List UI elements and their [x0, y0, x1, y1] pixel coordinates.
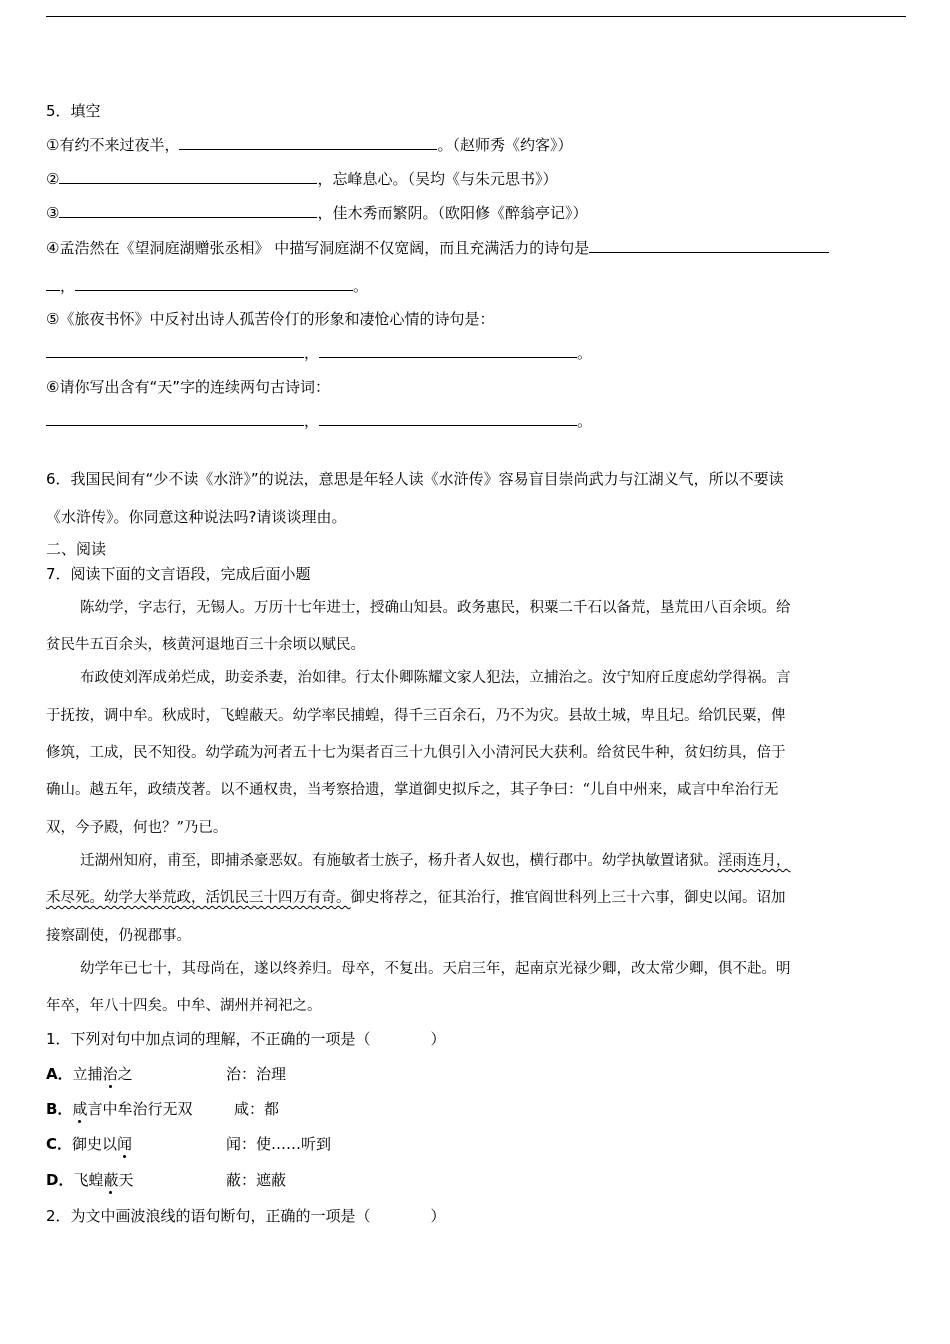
passage-line	[80, 851, 791, 871]
option-text: 立捕	[72, 1065, 103, 1083]
passage-line: 接察副使，仍视郡事。	[46, 928, 191, 944]
option-b[interactable]	[46, 1099, 192, 1119]
q5-line-5-answers	[46, 343, 592, 363]
option-d-gloss: 蔽：遮蔽	[226, 1171, 287, 1189]
option-c[interactable]	[46, 1134, 132, 1154]
passage-line: 布政使刘浑成弟烂成，助妾杀妻，治如律。行太仆卿陈耀文家人犯法，立捕治之。汝宁知府丘度虑幼学得祸。言	[80, 670, 791, 686]
passage-line	[46, 888, 786, 908]
q7-title: 7．阅读下面的文言语段，完成后面小题	[46, 565, 311, 583]
answer-blank[interactable]	[319, 343, 577, 358]
answer-blank[interactable]	[46, 411, 304, 426]
period: 。	[353, 277, 369, 295]
subq1-stem: 1．下列对句中加点词的理解，不正确的一项是（ ）	[46, 1030, 446, 1048]
q5-line-2	[46, 169, 557, 189]
dotted-word: 治	[102, 1065, 118, 1083]
q6-line-2: 《水浒传》。你同意这种说法吗?请谈谈理由。	[46, 508, 347, 526]
option-text: 之	[117, 1065, 133, 1083]
header-rule	[46, 16, 906, 17]
passage-line: 修筑，工成，民不知役。幼学疏为河者五十七为渠者百三十九俱引入小清河民大获利。给贫民牛种，贫妇纺具，倍于	[46, 745, 786, 761]
answer-blank[interactable]	[46, 276, 60, 291]
q5-line-3	[46, 203, 587, 223]
q5-title: 5．填空	[46, 102, 101, 120]
passage-line: 确山。越五年，政绩茂著。以不通权贵，当考察拾遗，掌道御史拟斥之，其子争曰：“儿自中州来，咸言中牟治行无	[46, 782, 779, 798]
dotted-word: 闻	[117, 1135, 133, 1153]
comma: ，	[304, 344, 320, 362]
comma: ，	[304, 412, 320, 430]
dotted-word: 蔽	[103, 1171, 119, 1189]
q5-line-1-text: ①有约不来过夜半，	[46, 136, 180, 154]
q5-line-2-source: ，忘峰息心。（吴均《与朱元思书》）	[317, 170, 558, 188]
option-letter: A．	[46, 1065, 73, 1083]
comma: ，	[60, 277, 76, 295]
answer-blank[interactable]	[75, 276, 353, 291]
dotted-word: 咸	[72, 1100, 88, 1118]
option-text: 飞蝗	[73, 1171, 104, 1189]
q5-line-1	[46, 135, 572, 155]
passage-line: 于抚按，调中牟。秋成时，飞蝗蔽天。幼学率民捕蝗，得千三百余石，乃不为灾。县故土城，卑且圮。给饥民粟，俾	[46, 708, 786, 724]
answer-blank[interactable]	[46, 343, 304, 358]
answer-blank[interactable]	[59, 169, 317, 184]
q5-line-6: ⑥请你写出含有“天”字的连续两句古诗词：	[46, 378, 330, 396]
period: 。	[577, 344, 593, 362]
passage-line: 年卒，年八十四矣。中牟、湖州并祠祀之。	[46, 998, 322, 1014]
section-heading: 二、阅读	[46, 540, 107, 558]
q5-line-4-cont	[46, 276, 368, 296]
option-d[interactable]	[46, 1170, 134, 1190]
passage-line: 双，今予殿，何也？”乃已。	[46, 820, 228, 836]
q5-line-3-text: ③	[46, 204, 60, 222]
q6-line-1: 6．我国民间有“少不读《水浒》”的说法，意思是年轻人读《水浒传》容易盲目崇尚武力与江湖义气，所以不要读	[46, 470, 784, 488]
wavy-underlined-text: 淫雨连月，	[718, 853, 791, 869]
option-c-gloss: 闻：使……听到	[226, 1135, 332, 1153]
passage-line: 幼学年已七十，其母尚在，遂以终养归。母卒，不复出。天启三年，起南京光禄少卿，改太常少卿，俱不赴。明	[80, 961, 791, 977]
option-a[interactable]	[46, 1064, 133, 1084]
answer-blank[interactable]	[59, 203, 317, 218]
option-text: 天	[118, 1171, 134, 1189]
option-text: 御史以	[72, 1135, 118, 1153]
option-letter: C．	[46, 1135, 73, 1153]
q5-line-4-text: ④孟浩然在《望洞庭湖赠张丞相》 中描写洞庭湖不仅宽阔，而且充满活力的诗句是	[46, 239, 590, 257]
q5-line-6-answers	[46, 411, 592, 431]
passage-text: 迁湖州知府，甫至，即捕杀豪恶奴。有施敏者士族子，杨升者人奴也，横行郡中。幼学执敏置诸狱。	[80, 853, 718, 869]
q5-line-4	[46, 238, 829, 258]
q5-line-1-source: 。（赵师秀《约客》）	[437, 136, 573, 154]
q5-line-3-source: ，佳木秀而繁阴。（欧阳修《醉翁亭记》）	[317, 204, 588, 222]
answer-blank[interactable]	[179, 135, 437, 150]
period: 。	[577, 412, 593, 430]
q5-line-5: ⑤《旅夜书怀》中反衬出诗人孤苦伶仃的形象和凄怆心情的诗句是：	[46, 310, 495, 328]
wavy-underlined-text: 禾尽死。幼学大举荒政，活饥民三十四万有奇。	[46, 890, 351, 906]
option-letter: B．	[46, 1100, 73, 1118]
answer-blank[interactable]	[319, 411, 577, 426]
passage-text: 御史将荐之，征其治行，推官阎世科列上三十六事，御史以闻。诏加	[350, 890, 786, 906]
option-a-gloss: 治：治理	[226, 1065, 287, 1083]
option-b-gloss: 咸：都	[234, 1100, 280, 1118]
option-letter: D．	[46, 1171, 74, 1189]
subq2-stem: 2．为文中画波浪线的语句断句，正确的一项是（ ）	[46, 1207, 446, 1225]
q5-line-2-text: ②	[46, 170, 60, 188]
option-text: 言中牟治行无双	[87, 1100, 193, 1118]
passage-line: 贫民牛五百余头，核黄河退地百三十余顷以赋民。	[46, 637, 365, 653]
answer-blank[interactable]	[589, 238, 829, 253]
passage-line: 陈幼学，字志行，无锡人。万历十七年进士，授确山知县。政务惠民，积粟二千石以备荒，垦荒田八百余顷。给	[80, 600, 791, 616]
